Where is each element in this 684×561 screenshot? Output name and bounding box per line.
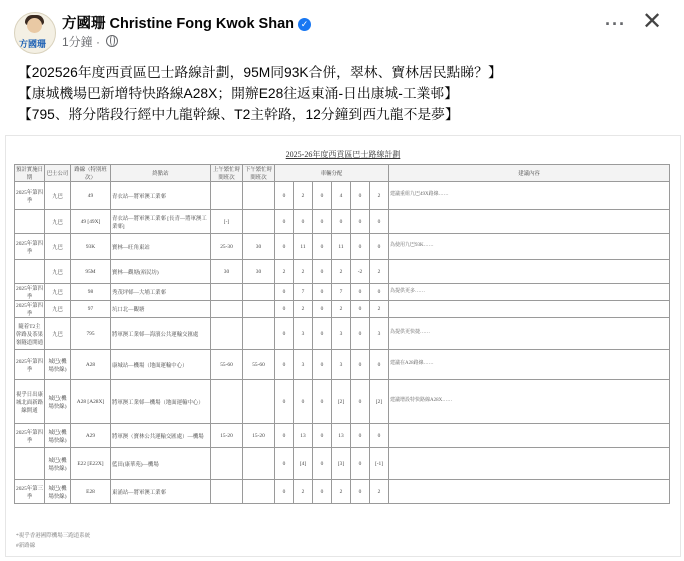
table-cell-date: 2025年第四季 — [15, 234, 45, 260]
table-row — [15, 318, 670, 350]
table-cell-pm: 30 — [243, 234, 275, 260]
table-cell-r4: 3 — [332, 318, 351, 350]
table-cell-co: 九巴 — [45, 301, 71, 318]
table-cell-r1: 0 — [275, 234, 294, 260]
post-text-line-3: 【795、將分階段行經中九龍幹線、T2主幹路，12分鐘到西九龍不是夢】 — [18, 107, 459, 122]
table-cell-date: 2025年第四季 — [15, 284, 45, 301]
table-cell-co: 城巴(機場快線) — [45, 380, 71, 424]
header-proposal: 建議內容 — [389, 165, 670, 182]
avatar-label: 方國珊 — [19, 40, 47, 50]
author-name[interactable]: 方國珊 Christine Fong Kwok Shan — [62, 16, 295, 32]
table-cell-r6: 2 — [370, 480, 389, 504]
table-cell-r2: 3 — [294, 318, 313, 350]
table-cell-r1: 0 — [275, 424, 294, 448]
table-row — [15, 260, 670, 284]
table-cell-r2: 13 — [294, 424, 313, 448]
table-cell-r2: 2 — [294, 182, 313, 210]
table-cell-r5: 0 — [351, 350, 370, 380]
table-cell-desc: 建議重組九巴49X路線…… — [389, 182, 670, 210]
doc-footnote-1: *視乎香港國際機場三跑道系統 — [16, 533, 91, 539]
table-cell-r2: 11 — [294, 234, 313, 260]
table-cell-r3: 0 — [313, 234, 332, 260]
table-cell-r1: 0 — [275, 210, 294, 234]
table-cell-r6: 0 — [370, 350, 389, 380]
table-cell-r1: 0 — [275, 480, 294, 504]
table-row — [15, 284, 670, 301]
table-cell-desc — [389, 480, 670, 504]
table-cell-r3: 0 — [313, 380, 332, 424]
post-text-line-1: 【202526年度西貢區巴士路線計劃，95M同93K合併，翠林、寶林居民點睇？】 — [18, 65, 502, 80]
author-avatar[interactable] — [14, 12, 56, 54]
table-cell-desc — [389, 448, 670, 480]
table-cell-r5: 0 — [351, 210, 370, 234]
table-cell-am: [-] — [211, 210, 243, 234]
table-cell-route: 49 [49X] — [71, 210, 111, 234]
table-cell-r2: 7 — [294, 284, 313, 301]
verified-badge-icon: ✓ — [298, 18, 311, 31]
table-cell-r5: 0 — [351, 448, 370, 480]
public-globe-icon — [106, 35, 118, 47]
post-meta: 1分鐘 · — [62, 33, 118, 50]
table-cell-term: 青衣站—將軍澳工業邨 — [111, 182, 211, 210]
table-cell-term: 康城站—機場（地面運輸中心） — [111, 350, 211, 380]
table-cell-co: 九巴 — [45, 182, 71, 210]
table-cell-r6: 3 — [370, 318, 389, 350]
table-cell-term: 東涌站—將軍澳工業邨 — [111, 480, 211, 504]
table-cell-co: 城巴(機場快線) — [45, 424, 71, 448]
table-cell-r3: 0 — [313, 350, 332, 380]
table-cell-r2: 0 — [294, 210, 313, 234]
table-cell-r4: 7 — [332, 284, 351, 301]
table-cell-term: 坑口北—觀塘 — [111, 301, 211, 318]
post-image-document[interactable] — [5, 135, 681, 557]
table-cell-am — [211, 301, 243, 318]
table-cell-r1: 0 — [275, 448, 294, 480]
table-cell-am — [211, 318, 243, 350]
table-cell-r5: 0 — [351, 480, 370, 504]
post-text-line-2: 【康城機場巴新增特快路線A28X；開辦E28往返東涌-日出康城-工業邨】 — [18, 86, 459, 101]
table-cell-date: 隨着T2主幹路及茶果嶺隧道開通 — [15, 318, 45, 350]
table-header-row — [15, 165, 670, 182]
table-row — [15, 210, 670, 234]
table-cell-date: 視乎日出康城北面新路線開通 — [15, 380, 45, 424]
table-cell-date — [15, 448, 45, 480]
table-cell-date — [15, 260, 45, 284]
table-row — [15, 182, 670, 210]
table-cell-r6: 0 — [370, 210, 389, 234]
table-cell-am — [211, 380, 243, 424]
table-cell-date: 2025年第四季 — [15, 182, 45, 210]
table-cell-desc — [389, 260, 670, 284]
table-cell-pm — [243, 380, 275, 424]
table-cell-r6: 0 — [370, 234, 389, 260]
table-cell-am — [211, 182, 243, 210]
table-row — [15, 234, 670, 260]
table-cell-pm — [243, 448, 275, 480]
table-row — [15, 301, 670, 318]
table-cell-r1: 0 — [275, 284, 294, 301]
table-cell-r5: 0 — [351, 182, 370, 210]
table-cell-pm: 30 — [243, 260, 275, 284]
avatar-face — [27, 18, 42, 33]
table-cell-r1: 2 — [275, 260, 294, 284]
table-cell-route: E28 — [71, 480, 111, 504]
table-cell-r2: 2 — [294, 260, 313, 284]
table-cell-am: 30 — [211, 260, 243, 284]
table-cell-r2: 2 — [294, 480, 313, 504]
table-cell-r3: 0 — [313, 260, 332, 284]
table-cell-desc — [389, 301, 670, 318]
table-cell-r3: 0 — [313, 318, 332, 350]
table-cell-pm — [243, 480, 275, 504]
table-cell-term: 藍田(康華苑)—機場 — [111, 448, 211, 480]
header-am: 上午繁忙時間班次 — [211, 165, 243, 182]
table-cell-r6: 0 — [370, 424, 389, 448]
table-cell-route: A29 — [71, 424, 111, 448]
table-cell-route: 95M — [71, 260, 111, 284]
table-cell-r6: 2 — [370, 301, 389, 318]
table-cell-r3: 0 — [313, 301, 332, 318]
table-cell-r5: 0 — [351, 284, 370, 301]
table-cell-r5: 0 — [351, 424, 370, 448]
table-cell-route: 49 — [71, 182, 111, 210]
table-cell-co: 城巴(機場快線) — [45, 480, 71, 504]
header-route: 路線（特別班次） — [71, 165, 111, 182]
table-cell-r2: 3 — [294, 350, 313, 380]
table-cell-am: 55-60 — [211, 350, 243, 380]
table-cell-r2: 0 — [294, 380, 313, 424]
table-cell-r2: 2 — [294, 301, 313, 318]
table-cell-term: 將軍澳（寶林公共運輸交匯處）—機場 — [111, 424, 211, 448]
table-cell-co: 九巴 — [45, 318, 71, 350]
table-cell-am: 25-30 — [211, 234, 243, 260]
table-cell-r4: 3 — [332, 350, 351, 380]
table-row — [15, 448, 670, 480]
table-cell-r5: -2 — [351, 260, 370, 284]
table-cell-co: 九巴 — [45, 210, 71, 234]
table-cell-r6: [-1] — [370, 448, 389, 480]
table-cell-r4: 2 — [332, 480, 351, 504]
table-cell-r3: 0 — [313, 480, 332, 504]
table-cell-pm — [243, 284, 275, 301]
table-cell-r4: 0 — [332, 210, 351, 234]
table-cell-term: 寶林—觀塘(裕民坊) — [111, 260, 211, 284]
table-cell-pm — [243, 182, 275, 210]
table-cell-desc — [389, 210, 670, 234]
table-cell-r4: [2] — [332, 380, 351, 424]
table-row — [15, 424, 670, 448]
table-cell-route: 98 — [71, 284, 111, 301]
table-cell-r3: 0 — [313, 424, 332, 448]
table-cell-r5: 0 — [351, 318, 370, 350]
table-cell-am — [211, 448, 243, 480]
table-cell-r4: [3] — [332, 448, 351, 480]
table-cell-desc — [389, 424, 670, 448]
table-cell-r3: 0 — [313, 448, 332, 480]
table-row — [15, 380, 670, 424]
table-row — [15, 480, 670, 504]
table-cell-r4: 13 — [332, 424, 351, 448]
document-title: 2025-26年度西貢區巴士路線計劃 — [285, 150, 401, 159]
table-cell-pm: 55-60 — [243, 350, 275, 380]
table-cell-pm — [243, 318, 275, 350]
table-cell-pm — [243, 301, 275, 318]
table-cell-co: 九巴 — [45, 260, 71, 284]
author-name-row[interactable] — [62, 12, 311, 33]
route-plan-table — [14, 164, 670, 504]
table-cell-am — [211, 284, 243, 301]
table-cell-r4: 2 — [332, 301, 351, 318]
doc-footnote-2: #新路線 — [16, 543, 36, 549]
table-cell-r2: [4] — [294, 448, 313, 480]
table-cell-date: 2025年第四季 — [15, 424, 45, 448]
table-cell-r6: 2 — [370, 260, 389, 284]
table-cell-route: 97 — [71, 301, 111, 318]
table-cell-date: 2025年第四季 — [15, 301, 45, 318]
table-cell-term: 秀茂坪邨—大埔工業邨 — [111, 284, 211, 301]
table-cell-desc: 為提供更多…… — [389, 284, 670, 301]
close-icon[interactable]: ✕ — [642, 8, 663, 35]
table-cell-term: 寶林—旺角東站 — [111, 234, 211, 260]
table-cell-r6: 0 — [370, 284, 389, 301]
table-cell-am — [211, 480, 243, 504]
table-cell-r3: 0 — [313, 210, 332, 234]
table-cell-co: 城巴(機場快線) — [45, 448, 71, 480]
table-cell-r4: 4 — [332, 182, 351, 210]
table-row — [15, 350, 670, 380]
table-cell-r1: 0 — [275, 301, 294, 318]
table-cell-r1: 0 — [275, 380, 294, 424]
table-cell-r6: [2] — [370, 380, 389, 424]
header-vehicles: 車輛分配 — [275, 165, 389, 182]
table-cell-r4: 2 — [332, 260, 351, 284]
table-cell-r5: 0 — [351, 234, 370, 260]
header-terminus: 終點站 — [111, 165, 211, 182]
table-cell-r1: 0 — [275, 350, 294, 380]
table-cell-co: 九巴 — [45, 234, 71, 260]
table-cell-term: 青衣站—將軍澳工業邨 [長青—將軍澳工業邨] — [111, 210, 211, 234]
table-cell-pm — [243, 210, 275, 234]
table-cell-desc: 為使用九巴93K…… — [389, 234, 670, 260]
table-cell-term: 將軍澳工業邨—機場（地面運輸中心） — [111, 380, 211, 424]
table-cell-date — [15, 210, 45, 234]
header-date: 預計實施日期 — [15, 165, 45, 182]
table-cell-r5: 0 — [351, 380, 370, 424]
table-cell-r3: 0 — [313, 284, 332, 301]
table-cell-desc: 為提供更快捷…… — [389, 318, 670, 350]
table-cell-date: 2025年第三季 — [15, 480, 45, 504]
table-cell-co: 九巴 — [45, 284, 71, 301]
table-cell-route: A28 — [71, 350, 111, 380]
table-cell-co: 城巴(機場快線) — [45, 350, 71, 380]
header-company: 巴士公司 — [45, 165, 71, 182]
table-cell-term: 將軍澳工業邨—海濱公共運輸交匯處 — [111, 318, 211, 350]
table-cell-desc: 建議在A28路線…… — [389, 350, 670, 380]
table-cell-date: 2025年第四季 — [15, 350, 45, 380]
table-cell-pm: 15-20 — [243, 424, 275, 448]
table-cell-r5: 0 — [351, 301, 370, 318]
header-pm: 下午繁忙時間班次 — [243, 165, 275, 182]
table-cell-r3: 0 — [313, 182, 332, 210]
table-cell-route: 795 — [71, 318, 111, 350]
more-options-icon[interactable]: ··· — [605, 14, 626, 34]
post-time[interactable]: 1分鐘 — [62, 35, 93, 49]
table-cell-r4: 11 — [332, 234, 351, 260]
table-cell-route: E22 [E22X] — [71, 448, 111, 480]
table-cell-r1: 0 — [275, 318, 294, 350]
table-cell-r1: 0 — [275, 182, 294, 210]
table-cell-route: 93K — [71, 234, 111, 260]
table-cell-route: A28 [A28X] — [71, 380, 111, 424]
table-cell-desc: 建議增設特快路線A28X…… — [389, 380, 670, 424]
table-cell-r6: 2 — [370, 182, 389, 210]
table-cell-am: 15-20 — [211, 424, 243, 448]
